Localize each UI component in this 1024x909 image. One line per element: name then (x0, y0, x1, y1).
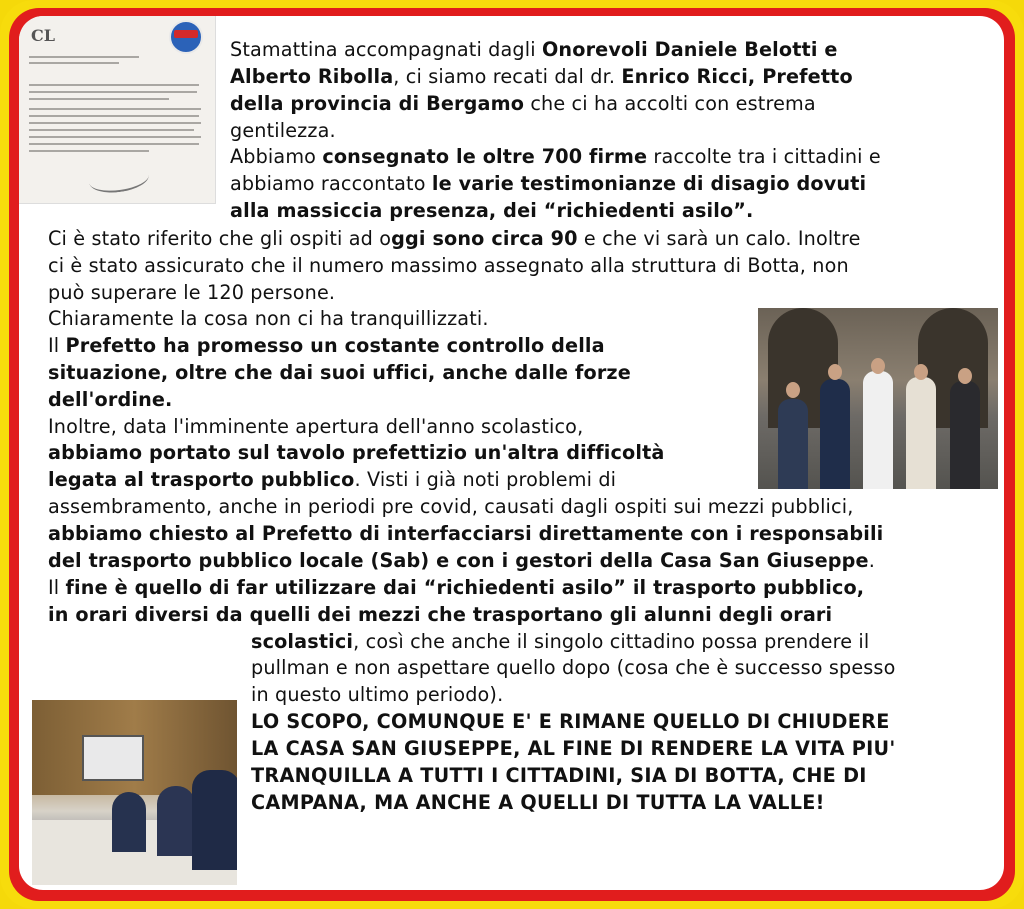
p3-line3: può superare le 120 persone. (48, 281, 336, 304)
p3-line1: Ci è stato riferito che gli ospiti ad oggi sono circa 90 e che vi sarà un calo. Inoltre (48, 227, 861, 250)
p3-line4: Chiaramente la cosa non ci ha tranquillizzati. (48, 307, 489, 330)
p4-line11: in orari diversi da quelli dei mezzi che trasportano gli alunni degli orari (48, 603, 833, 626)
p4-line5: abbiamo portato sul tavolo prefettizio un'altra difficoltà (48, 441, 665, 464)
p4-line4: Inoltre, data l'imminente apertura dell'anno scolastico, (48, 415, 584, 438)
meeting-room-photo (32, 700, 237, 885)
p1-line4: gentilezza. (230, 119, 336, 142)
p3-line2: ci è stato assicurato che il numero massimo assegnato alla struttura di Botta, non (48, 254, 849, 277)
p4-line12: scolastici, così che anche il singolo cittadino possa prendere il (251, 630, 870, 653)
p1-line1: Stamattina accompagnati dagli Onorevoli Daniele Belotti e (230, 38, 838, 61)
p4-line1: Il Prefetto ha promesso un costante controllo della (48, 334, 605, 357)
signed-letter-image (19, 16, 216, 204)
closing-line4: CAMPANA, MA ANCHE A QUELLI DI TUTTA LA VALLE! (251, 791, 825, 814)
p4-line6: legata al trasporto pubblico. Visti i già noti problemi di (48, 468, 617, 491)
closing-line2: LA CASA SAN GIUSEPPE, AL FINE DI RENDERE LA VITA PIU' (251, 737, 896, 760)
p4-line7: assembramento, anche in periodi pre covid, causati dagli ospiti sui mezzi pubblici, (48, 495, 854, 518)
p4-line2: situazione, oltre che dai suoi uffici, anche dalle forze (48, 361, 631, 384)
cl-logo: CL (31, 26, 55, 45)
p4-line14: in questo ultimo periodo). (251, 683, 504, 706)
group-photo-prefecture (758, 308, 998, 489)
p4-line8: abbiamo chiesto al Prefetto di interfacciarsi direttamente con i responsabili (48, 522, 884, 545)
p4-line10: Il fine è quello di far utilizzare dai “richiedenti asilo” il trasporto pubblico, (48, 576, 865, 599)
p2-line2: abbiamo raccontato le varie testimonianze di disagio dovuti (230, 172, 867, 195)
lega-logo (169, 20, 203, 54)
closing-line3: TRANQUILLA A TUTTI I CITTADINI, SIA DI BOTTA, CHE DI (251, 764, 867, 787)
signature (87, 162, 150, 196)
content-panel (19, 16, 1004, 890)
p2-line3: alla massiccia presenza, dei “richiedenti asilo”. (230, 199, 754, 222)
p2-line1: Abbiamo consegnato le oltre 700 firme raccolte tra i cittadini e (230, 145, 881, 168)
p1-line3: della provincia di Bergamo che ci ha accolti con estrema (230, 92, 816, 115)
closing-line1: LO SCOPO, COMUNQUE E' E RIMANE QUELLO DI CHIUDERE (251, 710, 890, 733)
p4-line13: pullman e non aspettare quello dopo (cosa che è successo spesso (251, 656, 896, 679)
p4-line9: del trasporto pubblico locale (Sab) e con i gestori della Casa San Giuseppe. (48, 549, 875, 572)
p4-line3: dell'ordine. (48, 388, 173, 411)
p1-line2: Alberto Ribolla, ci siamo recati dal dr. Enrico Ricci, Prefetto (230, 65, 853, 88)
